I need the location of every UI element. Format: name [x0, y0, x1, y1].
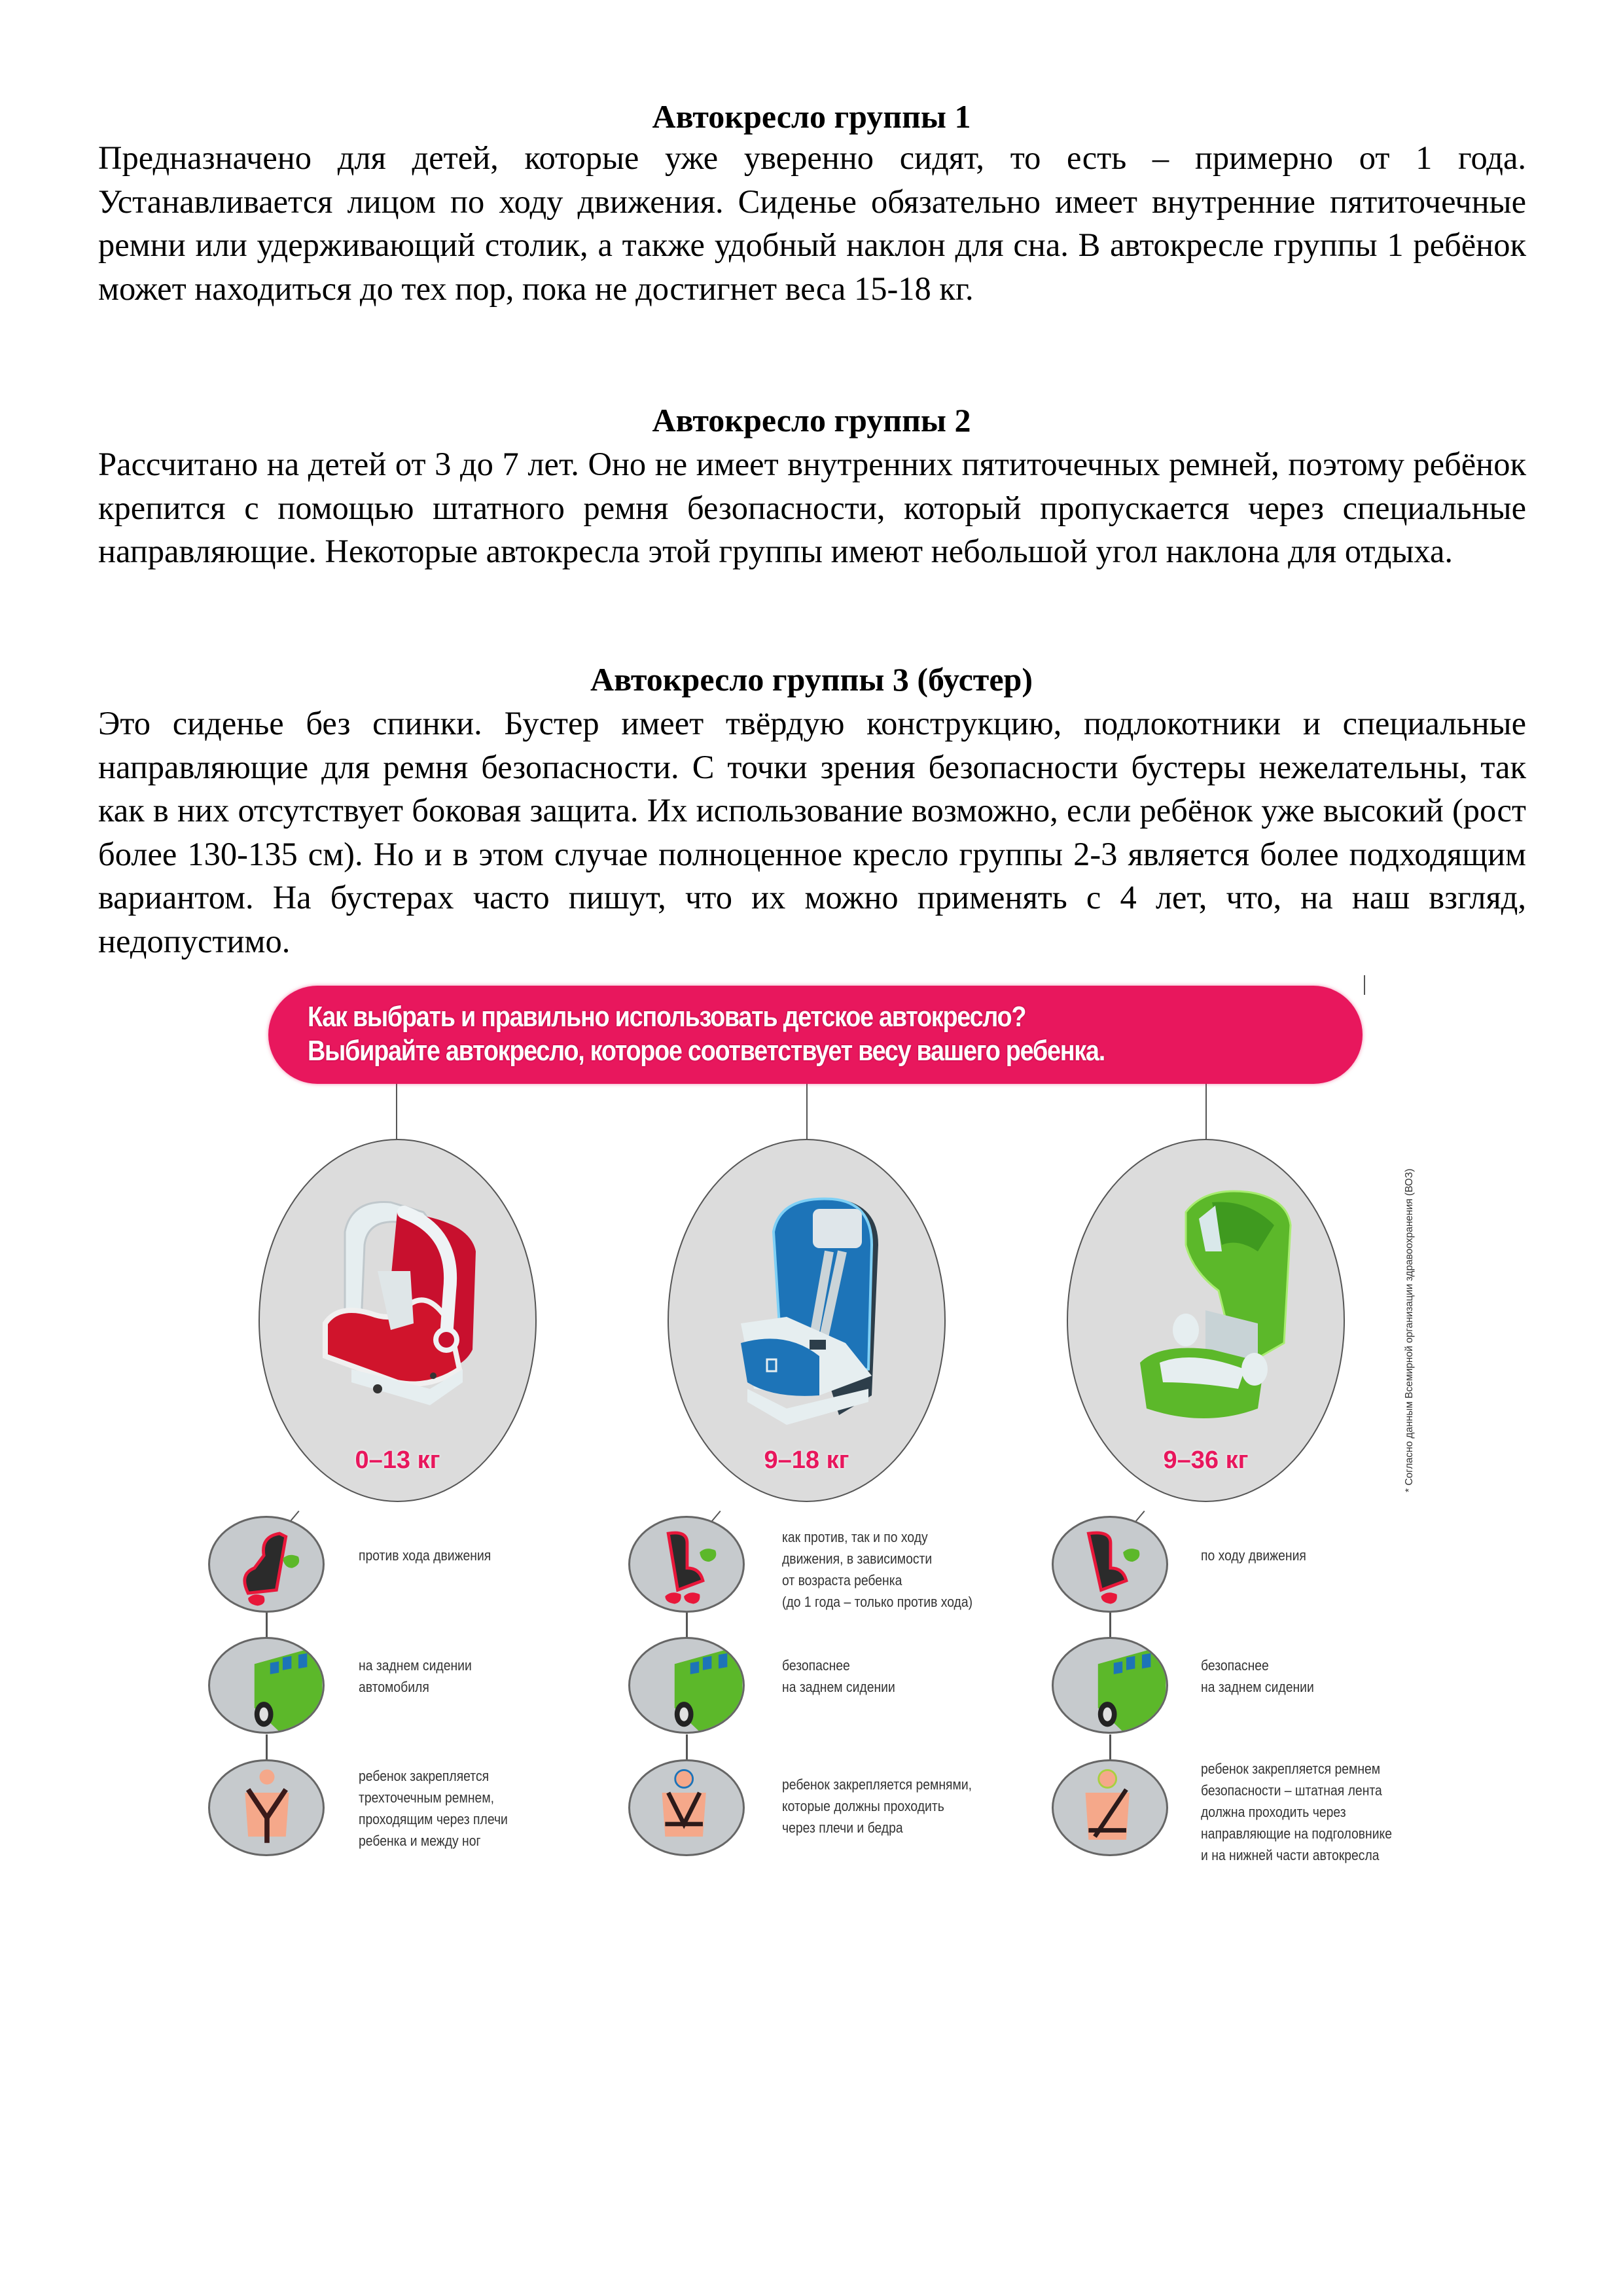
- section-text-group-3: Это сиденье без спинки. Бустер имеет твёрдую конструкцию, подлокотники и специальные направляющие для ремня безопасности. С точки зрения безопасности бустеры нежелательны, так как в них отсутствует боковая защита. Их использование возможно, если ребёнок уже высокий (рост более 130-135 см). Но и в этом случае полноценное кресло группы 2-3 является более подходящим вариантом. На бустерах часто пишут, что их можно применять с 4 лет, что, на наш взгляд, недопустимо.: [98, 705, 1526, 960]
- convertible-seat-icon: [708, 1173, 904, 1435]
- car-back-seat-icon: [208, 1637, 325, 1734]
- detail-text: как против, так и по ходу движения, в зависимости от возраста ребенка (до 1 года – только против хода): [782, 1529, 973, 1610]
- detail-text: ребенок закрепляется ремнями, которые должны проходить через плечи и бедра: [782, 1776, 972, 1836]
- connector-line: [266, 1612, 268, 1638]
- detail-text: против хода движения: [359, 1547, 491, 1564]
- who-footnote: [1404, 1168, 1417, 1505]
- detail-text: ребенок закрепляется ремнем безопасности – штатная лента должна проходить через направляющие на подголовнике и на нижней части автокресла: [1201, 1761, 1392, 1863]
- seat-card-9-36kg: [1067, 1139, 1345, 1502]
- connector-line: [686, 1612, 688, 1638]
- infant-carrier-icon: [299, 1173, 495, 1435]
- forward-facing-seat-icon: [1052, 1516, 1168, 1613]
- connector-line: [1109, 1612, 1111, 1638]
- banner-line-2: Выбирайте автокресло, которое соответствует весу вашего ребенка.: [308, 1035, 1105, 1067]
- car-seat-infographic: [196, 975, 1479, 1892]
- section-heading-group-2: Автокресло группы 2: [652, 402, 971, 439]
- detail-text: по ходу движения: [1201, 1547, 1306, 1564]
- weight-range-label: 0–13 кг: [355, 1446, 440, 1474]
- high-back-booster-icon: [1107, 1173, 1304, 1435]
- banner-line-1: Как выбрать и правильно использовать детское автокресло?: [308, 1001, 1026, 1033]
- banner-text: [308, 1000, 1186, 1068]
- connector-line: [1364, 975, 1365, 995]
- connector-line: [1109, 1734, 1111, 1761]
- three-point-harness-icon: [208, 1759, 325, 1856]
- car-back-seat-icon: [628, 1637, 745, 1734]
- detail-text: ребенок закрепляется трехточечным ремнем, проходящим через плечи ребенка и между ног: [359, 1768, 508, 1849]
- vehicle-belt-icon: [1052, 1759, 1168, 1856]
- five-point-harness-icon: [628, 1759, 745, 1856]
- rear-facing-seat-icon: [208, 1516, 325, 1613]
- title-banner: [268, 986, 1363, 1084]
- detail-text: безопаснее на заднем сидении: [782, 1657, 895, 1695]
- section-heading-group-3: Автокресло группы 3 (бустер): [590, 661, 1033, 698]
- connector-line: [266, 1734, 268, 1761]
- footnote-text: * Согласно данным Всемирной организации здравоохранения (ВОЗ): [1404, 1168, 1415, 1492]
- seat-card-9-18kg: [668, 1139, 946, 1502]
- weight-range-label: 9–36 кг: [1163, 1446, 1249, 1474]
- detail-text: безопаснее на заднем сидении: [1201, 1657, 1314, 1695]
- car-back-seat-icon: [1052, 1637, 1168, 1734]
- bidirectional-seat-icon: [628, 1516, 745, 1613]
- section-text-group-1: Предназначено для детей, которые уже уверенно сидят, то есть – примерно от 1 года. Устанавливается лицом по ходу движения. Сиденье обязательно имеет внутренние пятиточечные ремни или удерживающий столик, а также удобный наклон для сна. В автокресле группы 1 ребёнок может находиться до тех пор, пока не достигнет веса 15-18 кг.: [98, 139, 1526, 307]
- section-text-group-2: Рассчитано на детей от 3 до 7 лет. Оно не имеет внутренних пятиточечных ремней, поэтому ребёнок крепится с помощью штатного ремня безопасности, который пропускается через специальные направляющие. Некоторые автокресла этой группы имеют небольшой угол наклона для отдыха.: [98, 446, 1526, 569]
- connector-line: [396, 1084, 397, 1140]
- section-heading-group-1: Автокресло группы 1: [652, 98, 971, 135]
- connector-line: [686, 1734, 688, 1761]
- detail-text: на заднем сидении автомобиля: [359, 1657, 472, 1695]
- seat-card-0-13kg: [259, 1139, 537, 1502]
- connector-line: [806, 1084, 808, 1140]
- connector-line: [1205, 1084, 1207, 1140]
- weight-range-label: 9–18 кг: [764, 1446, 849, 1474]
